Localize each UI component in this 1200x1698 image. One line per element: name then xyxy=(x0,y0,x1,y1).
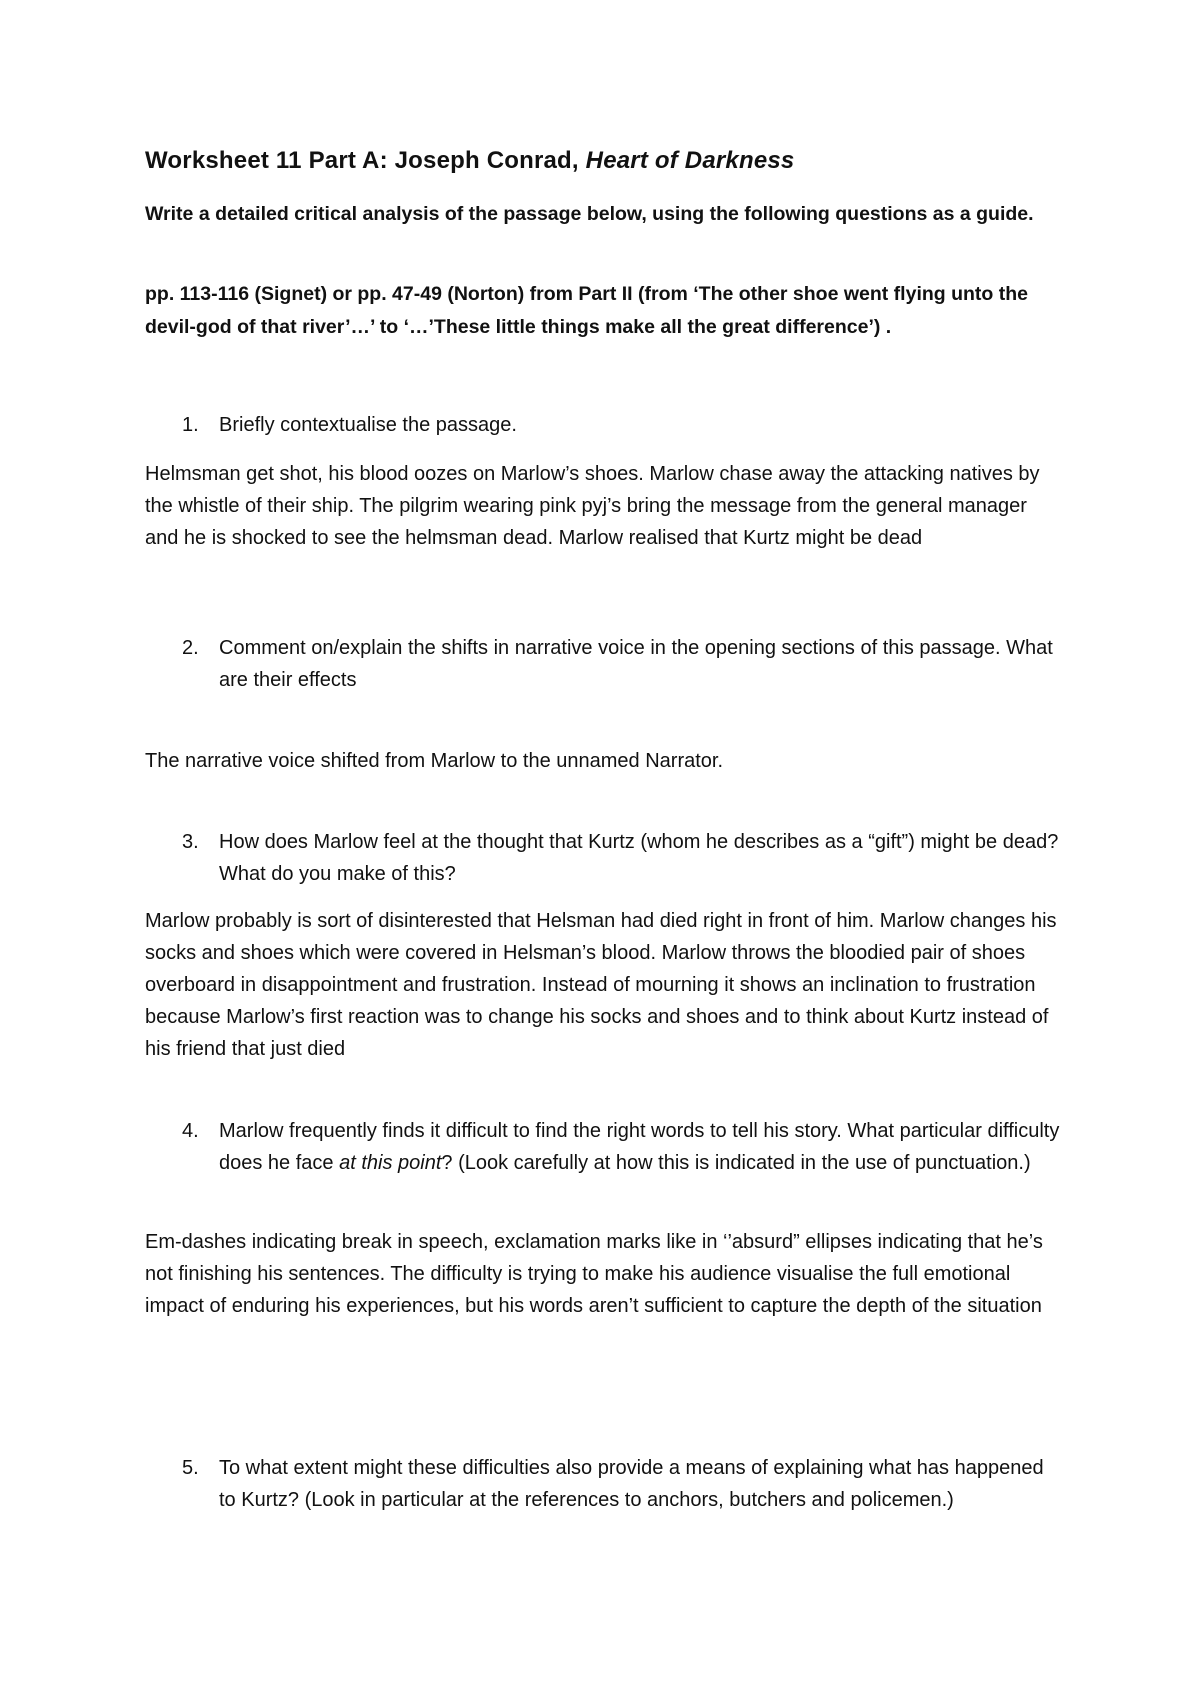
answer-2: The narrative voice shifted from Marlow to the unnamed Narrator. xyxy=(145,750,724,772)
question-text-emphasis: at this point xyxy=(339,1152,442,1174)
question-number: 4. xyxy=(182,1120,199,1142)
worksheet-instruction: Write a detailed critical analysis of the passage below, using the following questions as a guide. xyxy=(145,203,1034,225)
question-2 xyxy=(145,632,1060,696)
question-text: To what extent might these difficulties also provide a means of explaining what has happened to Kurtz? (Look in particular at the references to anchors, butchers and policemen.) xyxy=(219,1457,1044,1511)
answer-3: Marlow probably is sort of disinterested that Helsman had died right in front of him. Marlow changes his socks and shoes which were covered in Helsman’s blood. Marlow throws the bloodied pair of shoes overboard in disappointment and frustration. Instead of mourning it shows an inclination to frustration because Marlow’s first reaction was to change his socks and shoes and to think about Kurtz instead of his friend that just died xyxy=(145,910,1057,1060)
question-3 xyxy=(145,826,1060,890)
answer-4: Em-dashes indicating break in speech, exclamation marks like in ‘’absurd” ellipses indicating that he’s not finishing his sentences. The difficulty is trying to make his audience visualise the full emotional impact of enduring his experiences, but his words aren’t sufficient to capture the depth of the situation xyxy=(145,1231,1043,1317)
question-text-part: Marlow frequently finds it difficult to find the right words to tell his story. What particular difficulty does he face xyxy=(219,1120,1060,1174)
question-number: 1. xyxy=(182,414,199,436)
question-number: 2. xyxy=(182,637,199,659)
question-text: How does Marlow feel at the thought that Kurtz (whom he describes as a “gift”) might be dead? What do you make of this? xyxy=(219,831,1059,885)
question-number: 3. xyxy=(182,831,199,853)
question-number: 5. xyxy=(182,1457,199,1479)
question-5 xyxy=(145,1452,1060,1516)
worksheet-title-book: Heart of Darkness xyxy=(585,147,795,174)
question-1 xyxy=(145,409,1060,441)
question-text: Comment on/explain the shifts in narrative voice in the opening sections of this passage. What are their effects xyxy=(219,637,1053,691)
question-text-part: ? (Look carefully at how this is indicated in the use of punctuation.) xyxy=(441,1152,1031,1174)
passage-reference: pp. 113-116 (Signet) or pp. 47-49 (Norton) from Part II (from ‘The other shoe went flying unto the devil-god of that river’…’ to ‘…’These little things make all the great difference’) . xyxy=(145,283,1028,338)
answer-1: Helmsman get shot, his blood oozes on Marlow’s shoes. Marlow chase away the attacking natives by the whistle of their ship. The pilgrim wearing pink pyj’s bring the message from the general manager and he is shocked to see the helmsman dead. Marlow realised that Kurtz might be dead xyxy=(145,463,1040,549)
question-4 xyxy=(145,1115,1060,1179)
worksheet-title-main: Worksheet 11 Part A: Joseph Conrad, xyxy=(145,147,586,174)
question-text: Briefly contextualise the passage. xyxy=(219,414,517,436)
question-text xyxy=(219,1115,1060,1179)
worksheet-title xyxy=(145,147,794,175)
